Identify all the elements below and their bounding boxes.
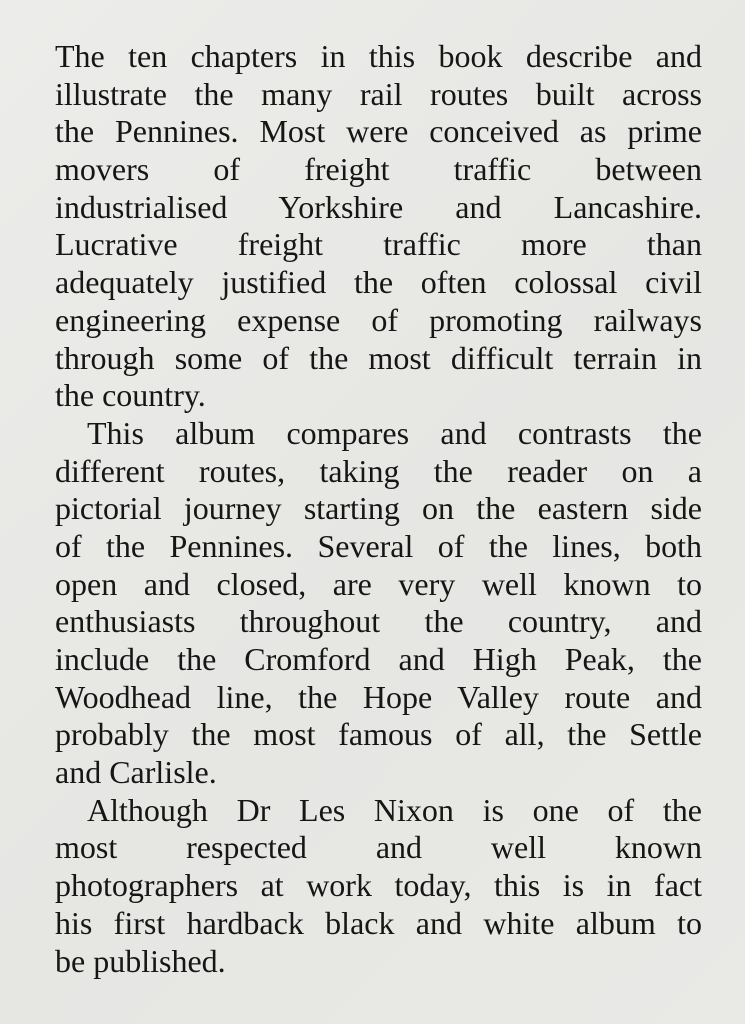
- text-line: The ten chapters in this book describe and: [55, 38, 702, 74]
- text-line: the country.: [55, 377, 206, 414]
- text-line: industrialised Yorkshire and Lancashire.: [55, 188, 702, 225]
- text-line: be published.: [55, 942, 226, 979]
- paragraph-2: [55, 415, 702, 792]
- text-line: through some of the most difficult terrain in: [55, 339, 702, 376]
- paragraph-1: [55, 38, 702, 415]
- text-line: the Pennines. Most were conceived as prime: [55, 113, 702, 150]
- text-line: pictorial journey starting on the eastern side: [55, 490, 702, 527]
- text-line: illustrate the many rail routes built across: [55, 75, 702, 112]
- text-line: most respected and well known: [55, 829, 702, 866]
- text-line: probably the most famous of all, the Settle: [55, 716, 702, 753]
- text-line: Although Dr Les Nixon is one of the: [87, 791, 702, 828]
- text-line: of the Pennines. Several of the lines, both: [55, 527, 702, 564]
- text-line: Lucrative freight traffic more than: [55, 226, 702, 263]
- text-line: This album compares and contrasts the: [87, 414, 702, 451]
- text-line: include the Cromford and High Peak, the: [55, 641, 702, 677]
- body-text: [55, 38, 702, 980]
- text-line: enthusiasts throughout the country, and: [55, 603, 702, 640]
- text-line: open and closed, are very well known to: [55, 565, 702, 602]
- text-line: movers of freight traffic between: [55, 151, 702, 188]
- text-line: Woodhead line, the Hope Valley route and: [55, 678, 702, 715]
- text-line: adequately justified the often colossal civil: [55, 264, 702, 301]
- text-line: engineering expense of promoting railways: [55, 301, 702, 338]
- text-line: and Carlisle.: [55, 754, 217, 791]
- paragraph-3: [55, 792, 702, 980]
- text-line: photographers at work today, this is in fact: [55, 867, 702, 904]
- text-line: different routes, taking the reader on a: [55, 452, 702, 489]
- text-line: his first hardback black and white album to: [55, 904, 702, 941]
